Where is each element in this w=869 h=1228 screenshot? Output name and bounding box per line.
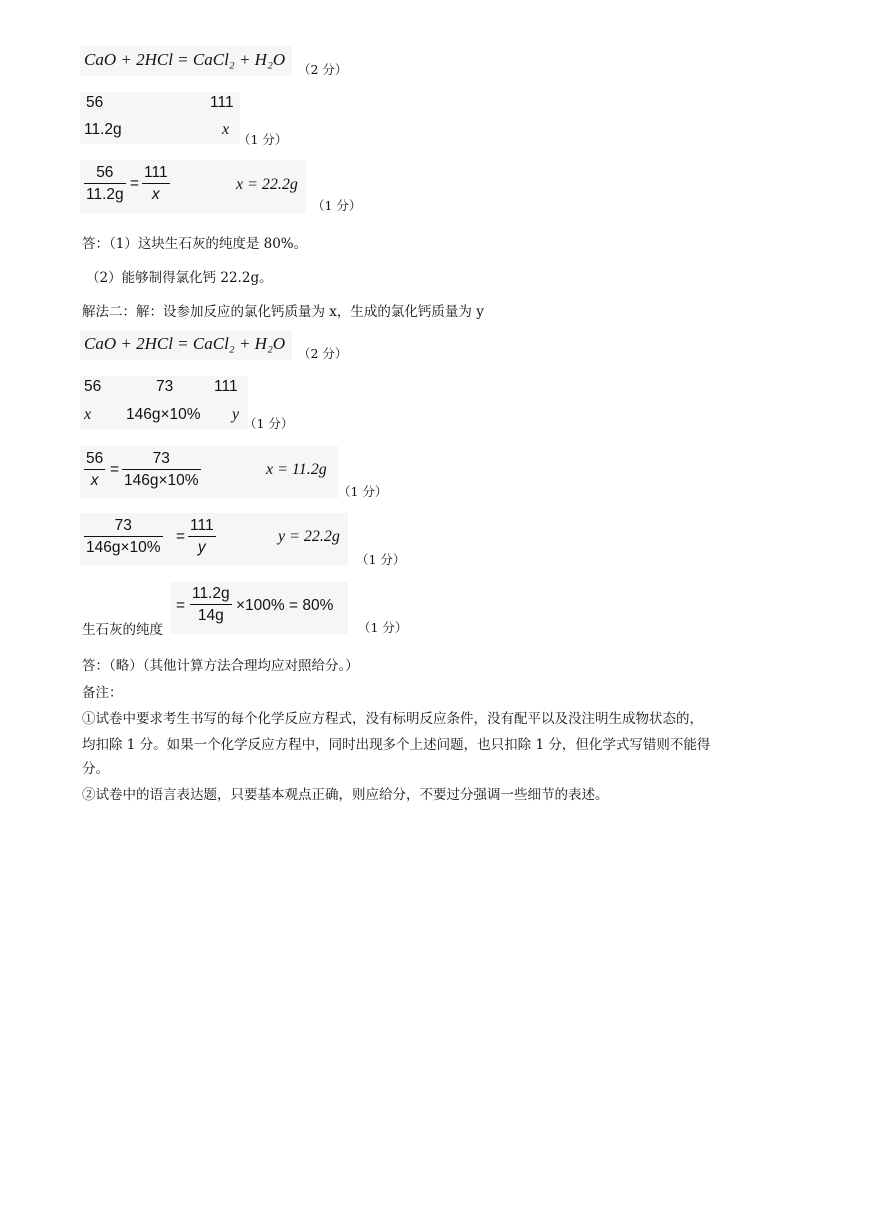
fraction-bar (84, 469, 105, 470)
fraction-denominator: x (151, 186, 160, 203)
answer-1-calcium-chloride: （2）能够制得氯化钙 22.2g。 (86, 270, 273, 286)
answer-2: 答：（略）（其他计算方法合理均应对照给分。） (82, 658, 359, 674)
equation-2-score: （2 分） (298, 346, 348, 361)
note-1-line-3: 分。 (82, 761, 109, 777)
fraction-denominator: 11.2g (86, 186, 124, 203)
fraction-numerator: 111 (144, 164, 168, 181)
proportion-1-right-fraction (142, 163, 170, 204)
fraction-numerator: 56 (96, 164, 114, 181)
fraction-numerator: 56 (86, 450, 104, 467)
proportion-1-score: （1 分） (312, 198, 362, 213)
fraction-bar (188, 536, 216, 537)
note-1-line-2: 均扣除 1 分。如果一个化学反应方程中，同时出现多个上述问题，也只扣除 1 分，但化学式写错则不能得 (82, 737, 711, 753)
fraction-bar (84, 536, 163, 537)
note-2: ②试卷中的语言表达题，只要基本观点正确，则应给分，不要过分强调一些细节的表述。 (82, 787, 609, 803)
fraction-numerator: 73 (114, 517, 132, 534)
proportion-2-score: （1 分） (338, 484, 388, 499)
chemical-equation-2: CaO + 2HCl = CaCl₂ + H₂O (84, 334, 286, 353)
proportion-3-left-fraction (84, 516, 163, 557)
fraction-bar (190, 604, 232, 605)
ratio-1-var-x: x (222, 121, 230, 138)
purity-score: （1 分） (358, 620, 408, 635)
ratio-2-var-x: x (84, 406, 92, 423)
fraction-denominator: 146g×10% (124, 472, 199, 489)
ratio-1-molar-cacl2: 111 (210, 94, 234, 111)
fraction-numerator: 73 (152, 450, 170, 467)
fraction-bar (122, 469, 201, 470)
fraction-denominator: 14g (197, 607, 224, 624)
fraction-denominator: 146g×10% (86, 539, 161, 556)
equals-sign: = (176, 528, 186, 545)
note-1-line-1: ①试卷中要求考生书写的每个化学反应方程式，没有标明反应条件，没有配平以及没注明生成物状态的， (82, 711, 703, 727)
chemical-equation-1: CaO + 2HCl = CaCl₂ + H₂O (84, 50, 286, 69)
ratio-2-molar-cao: 56 (84, 378, 102, 395)
purity-result: ×100% = 80% (236, 597, 334, 614)
equals-sign: = (110, 461, 120, 478)
ratio-2-molar-cacl2: 111 (214, 378, 238, 395)
answer-1-purity: 答：（1）这块生石灰的纯度是 80%。 (82, 236, 308, 252)
proportion-1-result: x = 22.2g (236, 176, 298, 193)
fraction-numerator: 111 (190, 517, 214, 534)
fraction-bar (142, 183, 170, 184)
ratio-2-var-y: y (232, 406, 240, 423)
fraction-denominator: x (90, 472, 99, 489)
proportion-2-result: x = 11.2g (266, 461, 327, 478)
ratio-1-mass-cao: 11.2g (84, 121, 122, 138)
fraction-denominator: y (197, 539, 206, 556)
proportion-2-left-fraction (84, 449, 105, 490)
ratio-2-score: （1 分） (244, 416, 294, 431)
equals-sign: = (176, 597, 186, 614)
equation-1-score: （2 分） (298, 62, 348, 77)
proportion-3-right-fraction (188, 516, 216, 557)
ratio-1-molar-cao: 56 (86, 94, 104, 111)
fraction-bar (84, 183, 126, 184)
proportion-3-result: y = 22.2g (278, 528, 340, 545)
equals-sign: = (130, 175, 140, 192)
method-2-intro: 解法二：解：设参加反应的氯化钙质量为 x，生成的氯化钙质量为 y (82, 304, 484, 320)
ratio-2-molar-hcl: 73 (156, 378, 174, 395)
ratio-2-mass-hcl: 146g×10% (126, 406, 201, 423)
purity-label: 生石灰的纯度 (82, 622, 163, 638)
proportion-1-left-fraction (84, 163, 126, 204)
proportion-3-score: （1 分） (356, 552, 406, 567)
ratio-1-score: （1 分） (238, 132, 288, 147)
notes-title: 备注： (82, 685, 123, 701)
purity-fraction (190, 584, 232, 625)
fraction-numerator: 11.2g (192, 585, 230, 602)
proportion-2-right-fraction (122, 449, 201, 490)
